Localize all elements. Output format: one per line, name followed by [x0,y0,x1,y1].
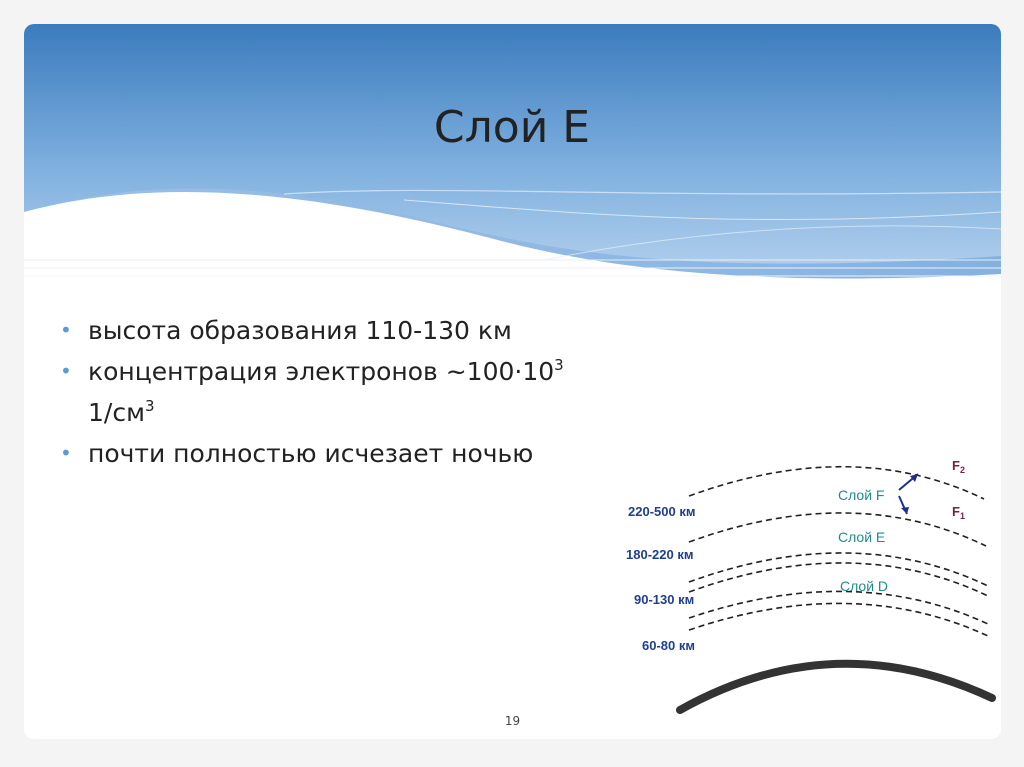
altitude-label: 220-500 км [628,504,696,519]
sublayer-subscript: 1 [959,511,965,521]
bullet-dot-icon: • [60,359,72,383]
page-number: 19 [504,714,521,728]
bullet-item [60,351,620,433]
layer-boundary-arc [689,467,984,499]
altitude-label: 180-220 км [626,547,694,562]
altitude-label: 60-80 км [642,638,695,653]
bullet-dot-icon: • [60,318,72,342]
bullet-item [60,310,620,351]
bullet-dot-icon: • [60,441,72,465]
slide [24,24,1001,739]
ionosphere-layers-figure [594,434,1001,724]
bullet-superscript: 3 [144,397,155,415]
header-banner [24,24,1001,286]
earth-surface-arc [680,664,992,710]
sublayer-label-f1 [952,504,965,521]
layer-boundary-arc [689,591,988,624]
layer-label: Слой E [838,529,886,545]
bullet-text-continued: 1/см [88,398,145,427]
header-wave-graphic [24,24,1001,286]
bullet-text: концентрация электронов ~100·10 [88,357,555,386]
sublayer-letter: F [952,458,960,473]
bullet-text: почти полностью исчезает ночью [88,439,534,468]
arrow-head-icon [901,507,909,514]
layer-boundary-arc [689,553,988,586]
sublayer-letter: F [952,504,960,519]
bullet-text: высота образования 110-130 км [88,316,512,345]
ionosphere-diagram [594,434,1001,724]
bullet-superscript: 3 [554,356,564,374]
bullet-list [60,310,620,474]
layer-label: Слой F [838,487,885,503]
layer-label: Слой D [840,578,889,594]
sublayer-subscript: 2 [959,465,965,475]
slide-title: Слой E [433,102,591,153]
bullet-item [60,433,620,474]
layer-boundary-arc [689,603,988,636]
altitude-label: 90-130 км [634,592,695,607]
sublayer-label-f2 [952,458,965,475]
